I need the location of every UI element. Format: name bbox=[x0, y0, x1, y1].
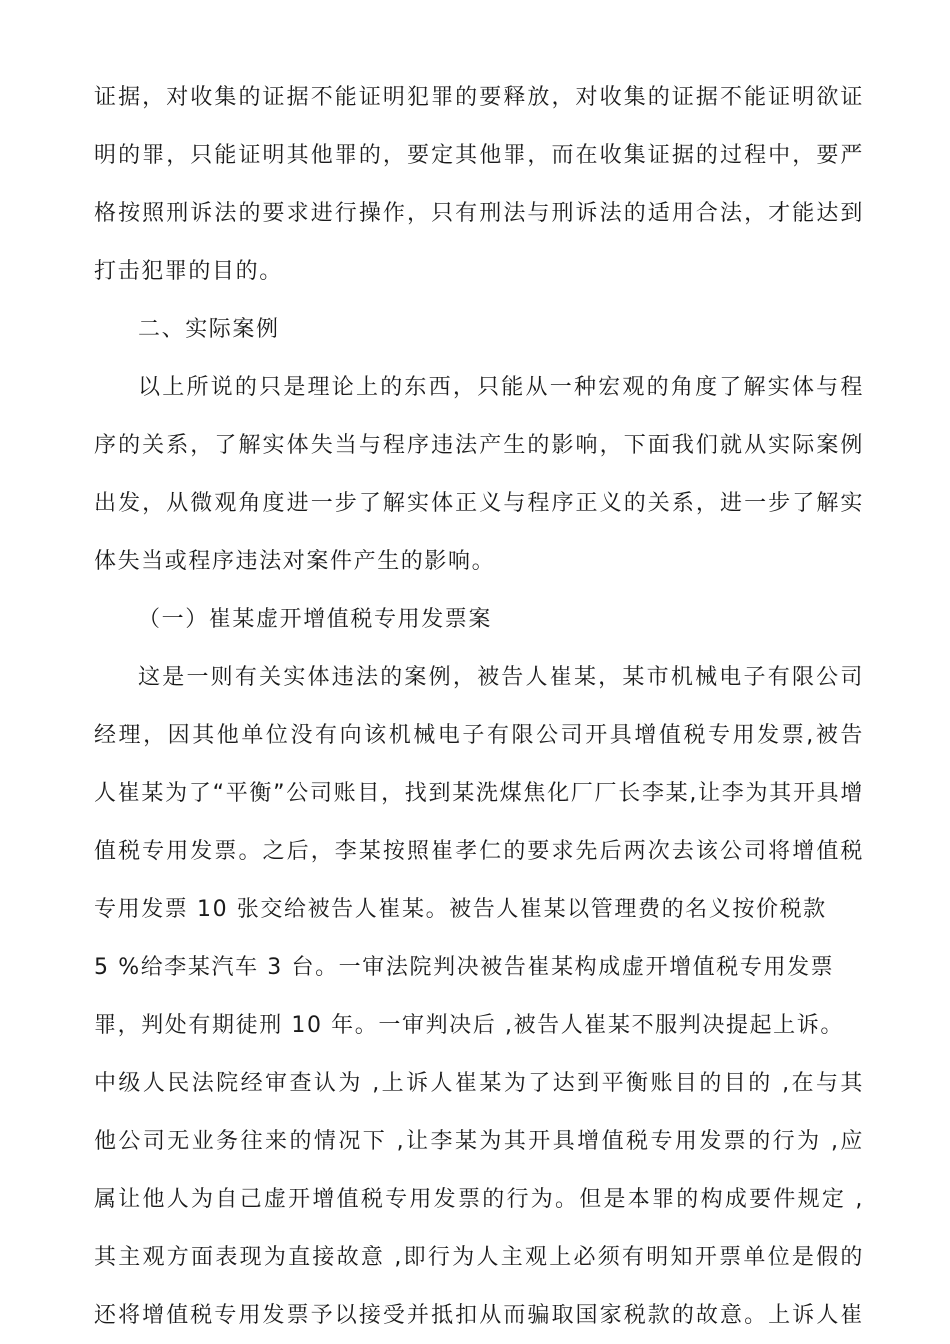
text-line: 以上所说的只是理论上的东西，只能从一种宏观的角度了解实体与程 bbox=[138, 375, 864, 400]
text-line: 还将增值税专用发票予以接受并抵扣从而骗取国家税款的故意。上诉人崔 bbox=[94, 1303, 864, 1328]
section-heading: 二、实际案例 bbox=[138, 317, 280, 342]
text-line: 格按照刑诉法的要求进行操作，只有刑法与刑诉法的适用合法，才能达到 bbox=[94, 201, 864, 226]
text-line: 序的关系，了解实体失当与程序违法产生的影响，下面我们就从实际案例 bbox=[94, 433, 864, 458]
text-line: 罪，判处有期徒刑 10 年。一审判决后 ,被告人崔某不服判决提起上诉。 bbox=[94, 1013, 844, 1038]
text-line: 专用发票 10 张交给被告人崔某。被告人崔某以管理费的名义按价税款 bbox=[94, 897, 827, 922]
text-line: 体失当或程序违法对案件产生的影响。 bbox=[94, 549, 496, 574]
text-line: 属让他人为自己虚开增值税专用发票的行为。但是本罪的构成要件规定 , bbox=[94, 1187, 864, 1212]
text-line: 这是一则有关实体违法的案例，被告人崔某，某市机械电子有限公司 bbox=[138, 665, 864, 690]
text-line: 其主观方面表现为直接故意 ,即行为人主观上必须有明知开票单位是假的 bbox=[94, 1245, 864, 1270]
text-line: 中级人民法院经审查认为 ,上诉人崔某为了达到平衡账目的目的 ,在与其 bbox=[94, 1071, 864, 1096]
text-line: 5 %给李某汽车 3 台。一审法院判决被告崔某构成虚开增值税专用发票 bbox=[94, 955, 835, 980]
text-line: 他公司无业务往来的情况下 ,让李某为其开具增值税专用发票的行为 ,应 bbox=[94, 1129, 864, 1154]
text-line: 值税专用发票。之后，李某按照崔孝仁的要求先后两次去该公司将增值税 bbox=[94, 839, 864, 864]
text-line: 人崔某为了“平衡”公司账目，找到某洗煤焦化厂厂长李某,让李为其开具增 bbox=[94, 781, 864, 806]
text-line: 证据，对收集的证据不能证明犯罪的要释放，对收集的证据不能证明欲证 bbox=[94, 85, 864, 110]
text-line: 经理，因其他单位没有向该机械电子有限公司开具增值税专用发票,被告 bbox=[94, 723, 864, 748]
text-line: 明的罪，只能证明其他罪的，要定其他罪，而在收集证据的过程中，要严 bbox=[94, 143, 864, 168]
text-line: 打击犯罪的目的。 bbox=[94, 259, 283, 284]
subsection-heading: （一）崔某虚开增值税专用发票案 bbox=[138, 607, 493, 632]
text-line: 出发，从微观角度进一步了解实体正义与程序正义的关系，进一步了解实 bbox=[94, 491, 864, 516]
